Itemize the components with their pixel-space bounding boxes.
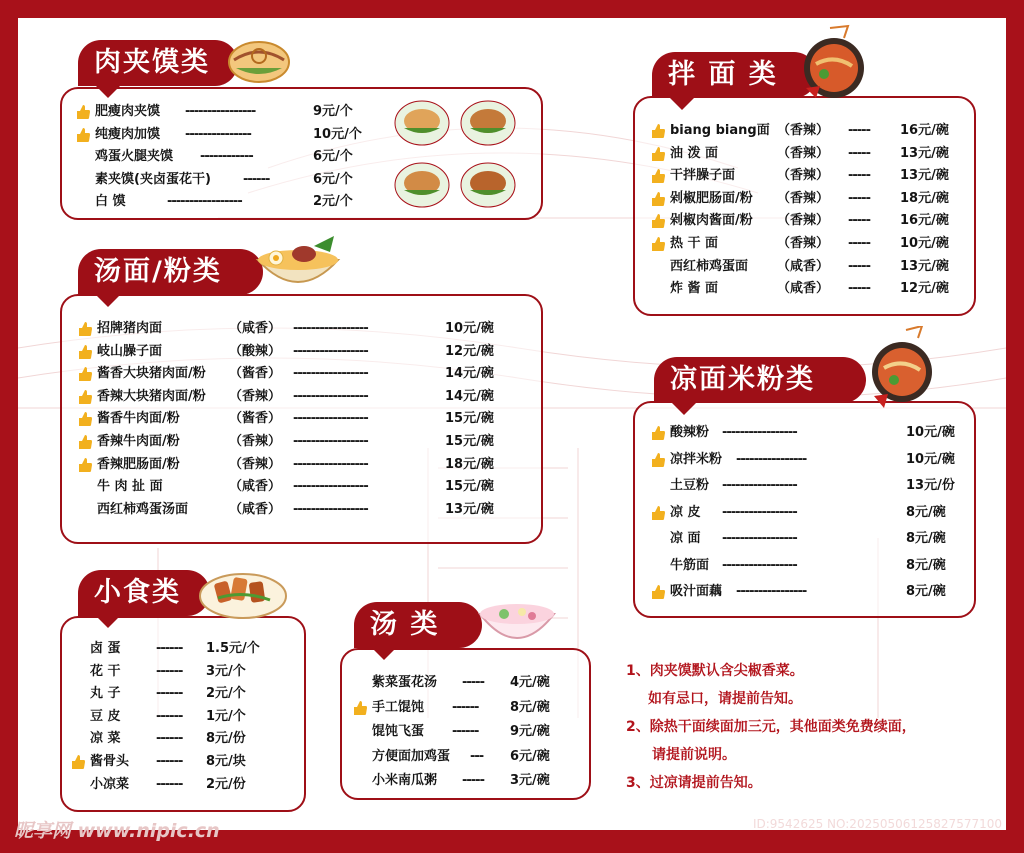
thumbs-up-icon	[79, 366, 93, 382]
thumbs-up-icon	[652, 236, 666, 252]
note-line: 如有忌口，请提前告知。	[648, 691, 802, 707]
roujiamo-photo-icon	[392, 93, 522, 213]
thumbs-up-icon	[79, 411, 93, 427]
thumbs-up-icon	[79, 434, 93, 450]
watermark-right: ID:9542625 NO:20250506125827577100	[752, 817, 1002, 831]
thumbs-up-icon	[652, 425, 666, 441]
thumbs-up-icon	[652, 584, 666, 600]
note-line: 1、肉夹馍默认含尖椒香菜。	[626, 663, 804, 679]
thumbs-up-icon	[79, 457, 93, 473]
thumbs-up-icon	[72, 754, 86, 770]
watermark-left: 昵享网 www.nipic.cn	[14, 820, 220, 842]
noodle-bowl-icon	[254, 232, 342, 298]
thumbs-up-icon	[652, 123, 666, 139]
thumbs-up-icon	[79, 389, 93, 405]
thumbs-up-icon	[652, 146, 666, 162]
thumbs-up-icon	[652, 452, 666, 468]
liangmian-title: 凉面米粉类	[654, 357, 866, 403]
note-line: 2、除热干面续面加三元，其他面类免费续面，	[626, 719, 916, 735]
note-line: 请提前说明。	[652, 747, 736, 763]
tang-title: 汤 类	[354, 602, 482, 648]
mixed-noodle-bowl-icon	[800, 24, 870, 100]
thumbs-up-icon	[79, 321, 93, 337]
note-line: 3、过凉请提前告知。	[626, 775, 762, 791]
thumbs-up-icon	[652, 191, 666, 207]
thumbs-up-icon	[354, 700, 368, 716]
snack-plate-icon	[198, 562, 288, 620]
tangmian-title: 汤面/粉类	[78, 249, 263, 295]
soup-bowl-icon	[476, 596, 558, 648]
banmian-title: 拌 面 类	[652, 52, 817, 98]
thumbs-up-icon	[77, 104, 91, 120]
thumbs-up-icon	[652, 168, 666, 184]
thumbs-up-icon	[652, 505, 666, 521]
roujiamo-icon	[226, 34, 292, 86]
xiaoshi-title: 小食类	[78, 570, 210, 616]
thumbs-up-icon	[652, 213, 666, 229]
thumbs-up-icon	[77, 127, 91, 143]
cold-noodle-bowl-icon	[866, 326, 936, 410]
roujiamo-title: 肉夹馍类	[78, 40, 238, 86]
thumbs-up-icon	[79, 344, 93, 360]
